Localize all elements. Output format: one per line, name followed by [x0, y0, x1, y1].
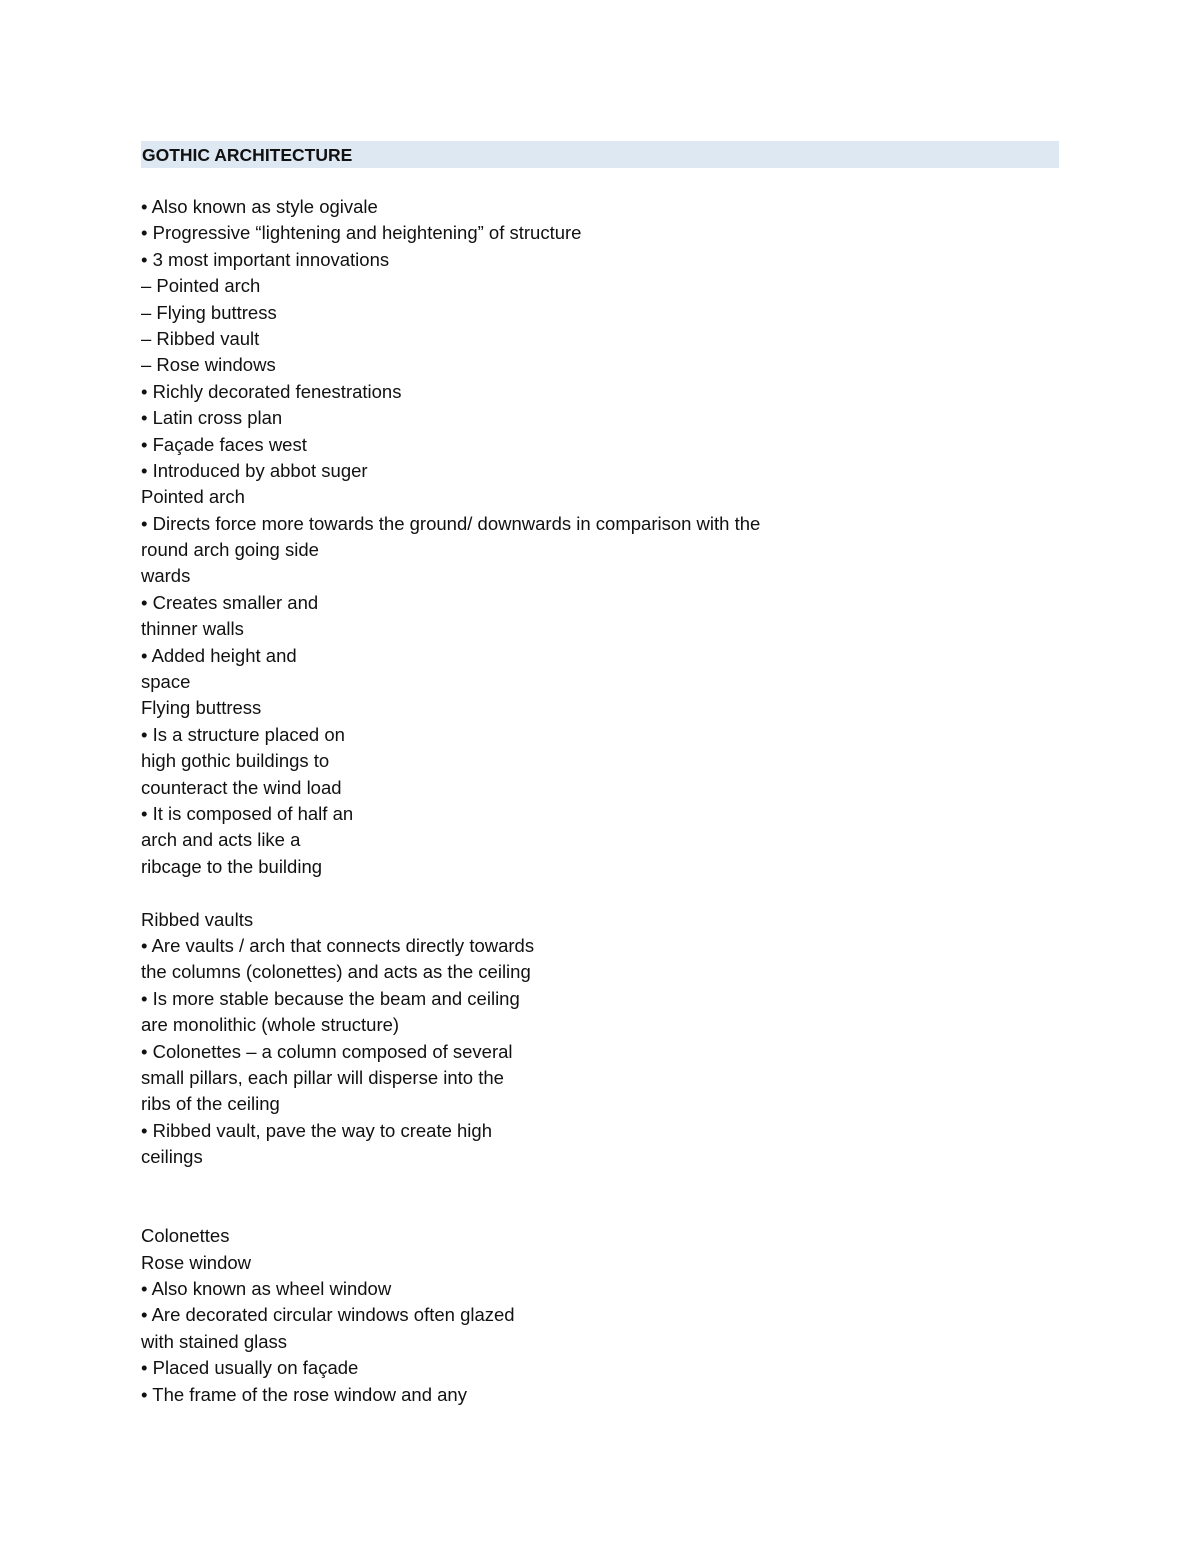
text-line: • It is composed of half an: [141, 802, 354, 824]
text-line: ribcage to the building: [141, 855, 323, 877]
text-line: high gothic buildings to: [141, 750, 330, 772]
text-line: [141, 1170, 760, 1196]
text-line: – Flying buttress: [141, 301, 277, 323]
text-line: • Are decorated circular windows often glazed: [141, 1304, 515, 1326]
text-line: • Introduced by abbot suger: [141, 459, 368, 481]
text-line: • Added height and: [141, 644, 297, 666]
text-line: arch and acts like a: [141, 829, 301, 851]
text-line: the columns (colonettes) and acts as the ceiling: [141, 961, 531, 983]
text-line: space: [141, 671, 191, 693]
text-line: • Placed usually on façade: [141, 1357, 359, 1379]
text-line: • Ribbed vault, pave the way to create high: [141, 1119, 492, 1141]
text-line: round arch going side: [141, 539, 319, 561]
text-line: • Progressive “lightening and heightening” of structure: [141, 222, 582, 244]
text-line: Flying buttress: [141, 697, 262, 719]
text-line: ribs of the ceiling: [141, 1093, 280, 1115]
text-line: Rose window: [141, 1251, 252, 1273]
text-line: – Pointed arch: [141, 275, 261, 297]
text-line: ceilings: [141, 1146, 203, 1168]
text-line: • The frame of the rose window and any: [141, 1383, 467, 1405]
text-line: [141, 1197, 760, 1223]
text-line: • Also known as wheel window: [141, 1278, 392, 1300]
text-line: Ribbed vaults: [141, 908, 254, 930]
text-line: counteract the wind load: [141, 776, 342, 798]
text-line: • Are vaults / arch that connects directly towards: [141, 934, 535, 956]
text-line: • 3 most important innovations: [141, 248, 390, 270]
text-line: wards: [141, 565, 191, 587]
text-line: are monolithic (whole structure): [141, 1014, 400, 1036]
text-line: small pillars, each pillar will disperse into the: [141, 1066, 504, 1088]
text-line: • Also known as style ogivale: [141, 196, 378, 217]
text-line: • Directs force more towards the ground/ downwards in comparison with the: [141, 512, 761, 534]
text-line: Colonettes: [141, 1225, 230, 1247]
text-line: [141, 880, 760, 906]
text-line: • Creates smaller and: [141, 591, 319, 613]
text-line: – Rose windows: [141, 354, 276, 376]
text-line: with stained glass: [141, 1330, 288, 1352]
text-line: Pointed arch: [141, 486, 245, 508]
text-line: – Ribbed vault: [141, 327, 260, 349]
document-title: GOTHIC ARCHITECTURE: [142, 145, 353, 165]
text-line: • Colonettes – a column composed of several: [141, 1040, 513, 1062]
text-line: • Is more stable because the beam and ceiling: [141, 987, 520, 1009]
document-body: [141, 194, 760, 1408]
text-line: thinner walls: [141, 618, 244, 640]
text-line: • Façade faces west: [141, 433, 307, 455]
text-line: • Is a structure placed on: [141, 723, 345, 745]
text-line: • Richly decorated fenestrations: [141, 380, 402, 402]
text-line: • Latin cross plan: [141, 407, 283, 429]
